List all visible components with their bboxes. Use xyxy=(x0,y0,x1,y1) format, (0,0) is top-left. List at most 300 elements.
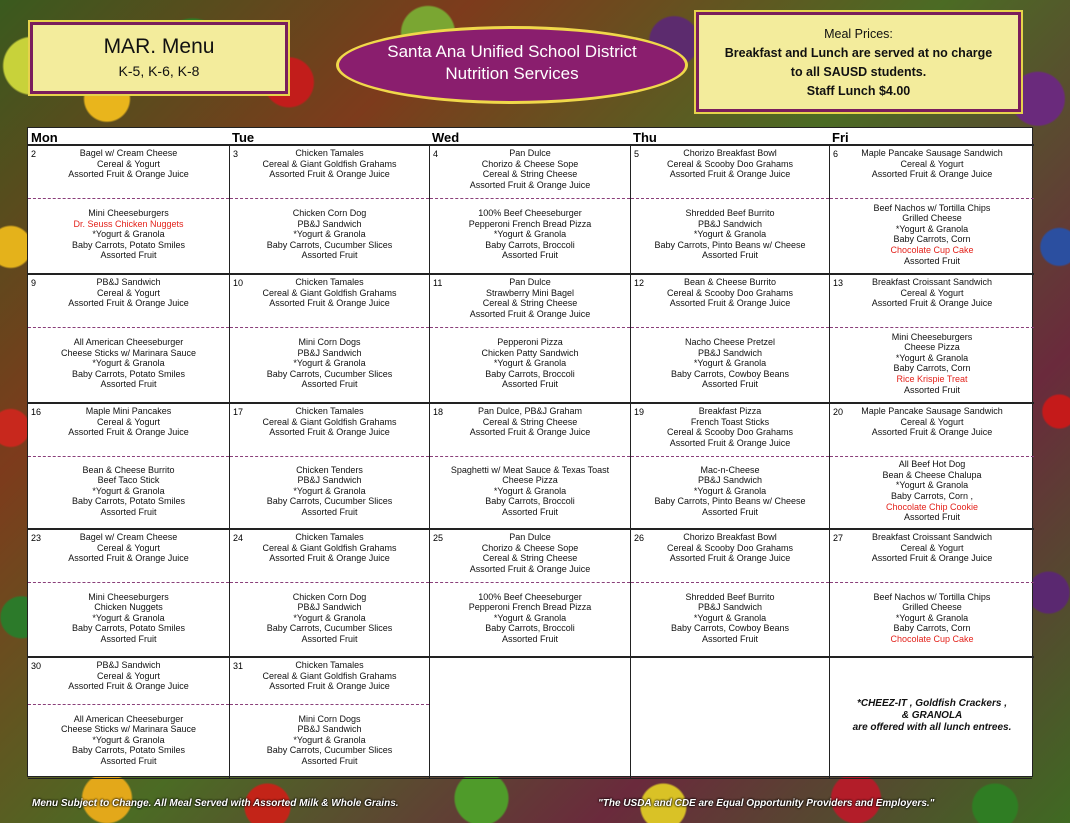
day-number: 5 xyxy=(634,149,640,159)
meal-divider xyxy=(830,582,1034,583)
day-number: 19 xyxy=(634,407,645,417)
calendar-day-cell xyxy=(229,402,429,528)
lunch-item: *Yogurt & Granola xyxy=(293,358,366,369)
lunch-item: PB&J Sandwich xyxy=(697,475,763,486)
menu-title-box xyxy=(30,22,288,94)
breakfast-item: Cereal & String Cheese xyxy=(482,298,578,309)
breakfast-item: Assorted Fruit & Orange Juice xyxy=(68,427,189,438)
breakfast-menu xyxy=(631,406,829,448)
day-number: 4 xyxy=(433,149,439,159)
lunch-item: Chicken Corn Dog xyxy=(292,591,367,602)
snack-note-line: are offered with all lunch entrees. xyxy=(852,722,1012,733)
lunch-item: Baby Carrots, Potato Smiles xyxy=(71,745,186,756)
lunch-item: All Beef Hot Dog xyxy=(898,459,966,470)
breakfast-item: Breakfast Croissant Sandwich xyxy=(871,532,993,542)
day-number: 18 xyxy=(433,407,444,417)
lunch-item: Assorted Fruit xyxy=(701,379,759,390)
lunch-item: PB&J Sandwich xyxy=(297,218,362,229)
calendar-day-cell xyxy=(229,528,429,656)
menu-title: MAR. Menu xyxy=(103,35,215,58)
lunch-item: Assorted Fruit xyxy=(301,250,358,261)
lunch-item: *Yogurt & Granola xyxy=(92,229,165,240)
snack-note-line: *CHEEZ-IT , Goldfish Crackers , xyxy=(856,698,1008,709)
day-number: 2 xyxy=(31,149,37,159)
day-number: 23 xyxy=(31,533,42,543)
breakfast-item: Bean & Cheese Burrito xyxy=(683,277,777,287)
lunch-item: Baby Carrots, Cowboy Beans xyxy=(670,623,790,634)
breakfast-item: Assorted Fruit & Orange Juice xyxy=(669,437,791,448)
district-name: Santa Ana Unified School District xyxy=(387,42,637,61)
lunch-item: Cheese Sticks w/ Marinara Sauce xyxy=(60,347,197,358)
calendar-day-cell xyxy=(429,656,630,778)
breakfast-menu xyxy=(430,277,630,319)
lunch-item: *Yogurt & Granola xyxy=(693,229,767,240)
lunch-menu xyxy=(830,332,1034,396)
meal-divider xyxy=(631,198,829,199)
breakfast-item: Assorted Fruit & Orange Juice xyxy=(469,179,591,190)
lunch-item: Baby Carrots, Corn , xyxy=(890,490,974,501)
lunch-item: PB&J Sandwich xyxy=(297,475,362,486)
lunch-item: PB&J Sandwich xyxy=(697,347,763,358)
snack-note-line: & GRANOLA xyxy=(901,710,963,721)
lunch-item: Assorted Fruit xyxy=(301,506,358,517)
lunch-item: Assorted Fruit xyxy=(301,379,358,390)
lunch-item: Shredded Beef Burrito xyxy=(685,208,775,218)
lunch-item: All American Cheeseburger xyxy=(73,337,184,347)
breakfast-menu xyxy=(28,406,229,438)
lunch-item: Assorted Fruit xyxy=(501,379,559,390)
lunch-item: *Yogurt & Granola xyxy=(493,229,567,240)
lunch-dessert-item: Chocolate Cup Cake xyxy=(890,245,974,256)
lunch-item: Baby Carrots, Potato Smiles xyxy=(71,496,186,507)
day-number: 9 xyxy=(31,278,37,288)
lunch-item: *Yogurt & Granola xyxy=(493,358,567,369)
lunch-item: Assorted Fruit xyxy=(100,633,157,644)
lunch-item: Grilled Cheese xyxy=(902,602,962,613)
breakfast-item: Assorted Fruit & Orange Juice xyxy=(68,681,189,692)
meal-divider xyxy=(830,327,1034,328)
lunch-item: Baby Carrots, Cowboy Beans xyxy=(670,368,790,379)
lunch-item: Baby Carrots, Cucumber Slices xyxy=(266,239,393,250)
breakfast-item: Assorted Fruit & Orange Juice xyxy=(469,427,591,438)
breakfast-menu xyxy=(631,148,829,180)
lunch-dessert-item: Chocolate Cup Cake xyxy=(890,633,974,644)
breakfast-item: PB&J Sandwich xyxy=(96,277,161,287)
lunch-menu xyxy=(28,465,229,518)
lunch-menu xyxy=(830,203,1034,267)
day-header-fri: Fri xyxy=(832,130,849,145)
breakfast-item: Bagel w/ Cream Cheese xyxy=(79,148,178,158)
day-number: 17 xyxy=(233,407,244,417)
breakfast-item: Assorted Fruit & Orange Juice xyxy=(68,169,189,180)
lunch-item: Cheese Pizza xyxy=(904,342,960,353)
meal-divider xyxy=(830,198,1034,199)
day-number: 3 xyxy=(233,149,239,159)
breakfast-item: Assorted Fruit & Orange Juice xyxy=(871,298,993,309)
lunch-item: *Yogurt & Granola xyxy=(895,480,969,491)
breakfast-item: Assorted Fruit & Orange Juice xyxy=(871,427,993,438)
breakfast-menu xyxy=(28,532,229,564)
breakfast-menu xyxy=(631,532,829,564)
lunch-item: Spaghetti w/ Meat Sauce & Texas Toast xyxy=(450,464,610,475)
menu-calendar xyxy=(27,127,1033,777)
breakfast-menu xyxy=(830,532,1034,564)
day-number: 16 xyxy=(31,407,42,417)
day-number: 6 xyxy=(833,149,839,159)
breakfast-item: Cereal & Yogurt xyxy=(96,158,161,169)
meal-divider xyxy=(830,456,1034,457)
breakfast-item: Cereal & Yogurt xyxy=(96,542,161,553)
breakfast-item: Chicken Tamales xyxy=(295,277,364,287)
lunch-item: Baby Carrots, Pinto Beans w/ Cheese xyxy=(654,496,806,507)
calendar-day-cell xyxy=(429,528,630,656)
lunch-item: Chicken Patty Sandwich xyxy=(481,347,579,358)
lunch-item: *Yogurt & Granola xyxy=(293,485,366,496)
lunch-item: *Yogurt & Granola xyxy=(693,612,767,623)
breakfast-item: Assorted Fruit & Orange Juice xyxy=(469,308,591,319)
lunch-item: Assorted Fruit xyxy=(501,506,559,517)
meal-divider xyxy=(631,582,829,583)
lunch-item: PB&J Sandwich xyxy=(297,347,362,358)
breakfast-item: Chicken Tamales xyxy=(295,660,364,670)
lunch-menu xyxy=(631,337,829,390)
lunch-item: *Yogurt & Granola xyxy=(293,229,366,240)
breakfast-menu xyxy=(230,660,429,692)
calendar-day-cell xyxy=(630,402,829,528)
breakfast-item: Cereal & Yogurt xyxy=(96,287,161,298)
lunch-item: All American Cheeseburger xyxy=(73,713,184,724)
lunch-item: Baby Carrots, Corn xyxy=(893,234,971,245)
meal-divider xyxy=(230,704,429,705)
day-number: 26 xyxy=(634,533,645,543)
calendar-day-cell xyxy=(829,656,1034,778)
lunch-item: Baby Carrots, Cucumber Slices xyxy=(266,496,393,507)
lunch-menu xyxy=(28,714,229,767)
footer-equal-opportunity: "The USDA and CDE are Equal Opportunity Providers and Employers." xyxy=(598,798,935,809)
day-number: 12 xyxy=(634,278,645,288)
meal-prices-title: Meal Prices: xyxy=(824,27,893,41)
breakfast-menu xyxy=(430,148,630,190)
breakfast-item: Assorted Fruit & Orange Juice xyxy=(68,298,189,309)
lunch-menu xyxy=(230,592,429,645)
lunch-menu xyxy=(230,208,429,261)
breakfast-menu xyxy=(230,148,429,180)
lunch-item: Grilled Cheese xyxy=(902,213,962,224)
meal-divider xyxy=(28,198,229,199)
breakfast-item: Cereal & Giant Goldfish Grahams xyxy=(262,158,397,169)
calendar-day-cell xyxy=(630,144,829,273)
meal-divider xyxy=(230,456,429,457)
breakfast-item: Cereal & Giant Goldfish Grahams xyxy=(262,670,397,681)
calendar-day-cell xyxy=(829,528,1034,656)
day-header-thu: Thu xyxy=(633,130,657,145)
calendar-day-cell xyxy=(829,402,1034,528)
footer-disclaimer: Menu Subject to Change. All Meal Served with Assorted Milk & Whole Grains. xyxy=(32,798,399,809)
snack-note xyxy=(830,698,1034,734)
lunch-menu xyxy=(230,465,429,518)
breakfast-item: Assorted Fruit & Orange Juice xyxy=(269,681,390,692)
breakfast-item: Cereal & Yogurt xyxy=(900,542,964,553)
lunch-item: Mini Cheeseburgers xyxy=(88,591,169,602)
calendar-day-cell xyxy=(429,273,630,402)
lunch-item: Baby Carrots, Corn xyxy=(893,363,971,374)
breakfast-menu xyxy=(830,277,1034,309)
breakfast-item: Assorted Fruit & Orange Juice xyxy=(269,298,390,309)
breakfast-item: Assorted Fruit & Orange Juice xyxy=(269,169,390,180)
lunch-item: Mini Corn Dogs xyxy=(298,713,361,724)
breakfast-item: Chicken Tamales xyxy=(295,406,364,416)
day-header-mon: Mon xyxy=(31,130,58,145)
lunch-item: Assorted Fruit xyxy=(701,506,759,517)
day-number: 27 xyxy=(833,533,844,543)
lunch-item: Assorted Fruit xyxy=(301,755,358,766)
lunch-item: Baby Carrots, Corn xyxy=(893,623,971,634)
day-number: 30 xyxy=(31,661,42,671)
calendar-day-cell xyxy=(28,402,229,528)
lunch-item: *Yogurt & Granola xyxy=(493,485,567,496)
breakfast-item: Chorizo Breakfast Bowl xyxy=(683,532,777,542)
lunch-menu xyxy=(230,714,429,767)
breakfast-menu xyxy=(830,148,1034,180)
lunch-item: Pepperoni French Bread Pizza xyxy=(468,218,592,229)
day-number: 20 xyxy=(833,407,844,417)
lunch-item: Assorted Fruit xyxy=(501,633,559,644)
lunch-item: Assorted Fruit xyxy=(701,633,759,644)
lunch-dessert-item: Dr. Seuss Chicken Nuggets xyxy=(73,218,184,229)
lunch-item: Baby Carrots, Potato Smiles xyxy=(71,368,186,379)
calendar-day-cell xyxy=(229,656,429,778)
breakfast-menu xyxy=(230,277,429,309)
meal-divider xyxy=(230,327,429,328)
lunch-item: Beef Nachos w/ Tortilla Chips xyxy=(873,202,991,213)
lunch-item: *Yogurt & Granola xyxy=(493,612,567,623)
calendar-day-cell xyxy=(28,273,229,402)
breakfast-item: Assorted Fruit & Orange Juice xyxy=(469,563,591,574)
breakfast-item: Cereal & Scooby Doo Grahams xyxy=(666,158,794,169)
calendar-day-cell xyxy=(630,273,829,402)
lunch-item: Assorted Fruit xyxy=(501,250,559,261)
breakfast-item: Cereal & String Cheese xyxy=(482,553,578,564)
breakfast-item: Assorted Fruit & Orange Juice xyxy=(269,553,390,564)
breakfast-item: Cereal & Scooby Doo Grahams xyxy=(666,542,794,553)
breakfast-item: Cereal & Yogurt xyxy=(900,287,964,298)
lunch-item: Assorted Fruit xyxy=(903,255,961,266)
lunch-item: Baby Carrots, Broccoli xyxy=(485,368,575,379)
lunch-item: *Yogurt & Granola xyxy=(92,612,165,623)
lunch-item: Cheese Sticks w/ Marinara Sauce xyxy=(60,724,197,735)
lunch-item: Chicken Tenders xyxy=(296,464,363,475)
day-number: 13 xyxy=(833,278,844,288)
lunch-item: Baby Carrots, Cucumber Slices xyxy=(266,368,393,379)
calendar-day-cell xyxy=(28,144,229,273)
lunch-menu xyxy=(430,208,630,261)
meal-divider xyxy=(631,327,829,328)
meal-divider xyxy=(430,327,630,328)
lunch-item: Assorted Fruit xyxy=(100,250,157,261)
lunch-item: Baby Carrots, Potato Smiles xyxy=(71,239,186,250)
lunch-item: Mac-n-Cheese xyxy=(700,464,760,475)
breakfast-menu xyxy=(430,532,630,574)
meal-divider xyxy=(631,456,829,457)
breakfast-menu xyxy=(28,277,229,309)
lunch-dessert-item: Chocolate Chip Cookie xyxy=(885,501,979,512)
lunch-item: Bean & Cheese Chalupa xyxy=(882,469,982,480)
lunch-item: PB&J Sandwich xyxy=(697,218,763,229)
meal-prices-line-1: Breakfast and Lunch are served at no charge xyxy=(724,46,993,60)
lunch-item: Assorted Fruit xyxy=(100,379,157,390)
breakfast-menu xyxy=(830,406,1034,438)
breakfast-menu xyxy=(430,406,630,438)
lunch-item: *Yogurt & Granola xyxy=(895,352,969,363)
lunch-item: Baby Carrots, Cucumber Slices xyxy=(266,745,393,756)
meal-divider xyxy=(28,704,229,705)
lunch-item: PB&J Sandwich xyxy=(697,602,763,613)
breakfast-item: Maple Pancake Sausage Sandwich xyxy=(861,148,1003,158)
breakfast-item: Bagel w/ Cream Cheese xyxy=(79,532,178,542)
breakfast-item: Assorted Fruit & Orange Juice xyxy=(68,553,189,564)
day-header-wed: Wed xyxy=(432,130,460,145)
lunch-item: *Yogurt & Granola xyxy=(92,485,165,496)
lunch-item: Assorted Fruit xyxy=(100,506,157,517)
breakfast-item: Maple Mini Pancakes xyxy=(85,406,172,416)
lunch-item: Baby Carrots, Broccoli xyxy=(485,496,575,507)
district-banner xyxy=(336,26,688,104)
breakfast-item: Chicken Tamales xyxy=(295,148,364,158)
calendar-bottom-border xyxy=(28,778,1032,779)
lunch-item: 100% Beef Cheeseburger xyxy=(478,591,582,602)
lunch-item: *Yogurt & Granola xyxy=(693,485,767,496)
meal-prices-line-2: to all SAUSD students. xyxy=(790,65,927,79)
meal-divider xyxy=(430,456,630,457)
meal-divider xyxy=(28,327,229,328)
meal-divider xyxy=(430,198,630,199)
breakfast-item: Pan Dulce xyxy=(509,532,551,542)
lunch-item: Mini Cheeseburgers xyxy=(88,208,169,218)
lunch-item: Bean & Cheese Burrito xyxy=(82,464,175,475)
breakfast-item: Breakfast Pizza xyxy=(698,406,762,416)
breakfast-item: Cereal & Giant Goldfish Grahams xyxy=(262,287,397,298)
calendar-day-cell xyxy=(229,144,429,273)
meal-divider xyxy=(230,582,429,583)
lunch-item: Baby Carrots, Broccoli xyxy=(485,623,575,634)
lunch-item: Pepperoni Pizza xyxy=(497,337,563,347)
lunch-item: Chicken Nuggets xyxy=(94,602,163,613)
lunch-menu xyxy=(230,337,429,390)
lunch-item: *Yogurt & Granola xyxy=(293,612,366,623)
breakfast-item: Chorizo & Cheese Sope xyxy=(481,158,579,169)
breakfast-item: Cereal & Yogurt xyxy=(900,158,964,169)
breakfast-menu xyxy=(28,148,229,180)
lunch-item: Assorted Fruit xyxy=(701,250,759,261)
breakfast-item: Cereal & Giant Goldfish Grahams xyxy=(262,416,397,427)
lunch-item: *Yogurt & Granola xyxy=(92,734,165,745)
lunch-item: Assorted Fruit xyxy=(903,512,961,523)
lunch-item: Baby Carrots, Cucumber Slices xyxy=(266,623,393,634)
lunch-item: *Yogurt & Granola xyxy=(693,358,767,369)
day-number: 25 xyxy=(433,533,444,543)
breakfast-item: Pan Dulce xyxy=(509,148,551,158)
breakfast-item: Cereal & String Cheese xyxy=(482,416,578,427)
breakfast-item: Cereal & Scooby Doo Grahams xyxy=(666,287,794,298)
lunch-item: Beef Nachos w/ Tortilla Chips xyxy=(873,591,991,602)
calendar-day-cell xyxy=(829,144,1034,273)
day-number: 31 xyxy=(233,661,244,671)
department-name: Nutrition Services xyxy=(445,64,579,83)
lunch-menu xyxy=(28,337,229,390)
breakfast-item: Chorizo Breakfast Bowl xyxy=(683,148,777,158)
meal-divider xyxy=(430,582,630,583)
lunch-item: 100% Beef Cheeseburger xyxy=(478,208,582,218)
staff-lunch-price: Staff Lunch $4.00 xyxy=(806,84,911,98)
meal-divider xyxy=(230,198,429,199)
lunch-menu xyxy=(830,592,1034,645)
calendar-day-cell xyxy=(429,402,630,528)
breakfast-item: Assorted Fruit & Orange Juice xyxy=(269,427,390,438)
breakfast-item: Strawberry Mini Bagel xyxy=(485,287,575,298)
breakfast-item: Cereal & Scooby Doo Grahams xyxy=(666,427,794,438)
breakfast-item: Pan Dulce, PB&J Graham xyxy=(477,406,583,416)
breakfast-item: Cereal & String Cheese xyxy=(482,169,578,180)
lunch-item: Pepperoni French Bread Pizza xyxy=(468,602,592,613)
lunch-menu xyxy=(830,459,1034,523)
lunch-item: Baby Carrots, Pinto Beans w/ Cheese xyxy=(654,239,806,250)
lunch-item: Mini Corn Dogs xyxy=(298,337,361,347)
lunch-item: Assorted Fruit xyxy=(100,755,157,766)
breakfast-item: Breakfast Croissant Sandwich xyxy=(871,277,993,287)
calendar-day-cell xyxy=(429,144,630,273)
meal-prices-box xyxy=(696,12,1021,112)
breakfast-item: PB&J Sandwich xyxy=(96,660,161,670)
day-header-tue: Tue xyxy=(232,130,255,145)
breakfast-item: Assorted Fruit & Orange Juice xyxy=(669,169,791,180)
breakfast-item: French Toast Sticks xyxy=(690,416,770,427)
calendar-day-cell xyxy=(829,273,1034,402)
day-number: 11 xyxy=(433,278,443,288)
breakfast-item: Cereal & Yogurt xyxy=(900,416,964,427)
breakfast-menu xyxy=(28,660,229,692)
breakfast-item: Assorted Fruit & Orange Juice xyxy=(871,553,993,564)
lunch-dessert-item: Rice Krispie Treat xyxy=(896,374,968,385)
lunch-menu xyxy=(28,592,229,645)
breakfast-item: Cereal & Yogurt xyxy=(96,416,161,427)
lunch-item: Mini Cheeseburgers xyxy=(891,331,973,342)
calendar-day-cell xyxy=(630,656,829,778)
calendar-day-cell xyxy=(229,273,429,402)
lunch-item: *Yogurt & Granola xyxy=(895,223,969,234)
grade-levels: K-5, K-6, K-8 xyxy=(118,63,200,79)
day-number: 24 xyxy=(233,533,244,543)
calendar-day-cell xyxy=(28,656,229,778)
breakfast-menu xyxy=(230,406,429,438)
breakfast-item: Assorted Fruit & Orange Juice xyxy=(669,553,791,564)
lunch-item: PB&J Sandwich xyxy=(297,724,362,735)
lunch-item: *Yogurt & Granola xyxy=(895,612,969,623)
breakfast-item: Cereal & Giant Goldfish Grahams xyxy=(262,542,397,553)
lunch-item: Assorted Fruit xyxy=(903,384,961,395)
lunch-item: *Yogurt & Granola xyxy=(293,734,366,745)
breakfast-item: Maple Pancake Sausage Sandwich xyxy=(861,406,1003,416)
day-number: 10 xyxy=(233,278,244,288)
meal-divider xyxy=(28,456,229,457)
breakfast-item: Chicken Tamales xyxy=(295,532,364,542)
breakfast-menu xyxy=(230,532,429,564)
lunch-item: Chicken Corn Dog xyxy=(292,208,367,218)
lunch-menu xyxy=(28,208,229,261)
lunch-item: Beef Taco Stick xyxy=(97,475,160,486)
breakfast-item: Cereal & Yogurt xyxy=(96,670,161,681)
calendar-day-cell xyxy=(630,528,829,656)
lunch-item: Shredded Beef Burrito xyxy=(685,591,775,602)
